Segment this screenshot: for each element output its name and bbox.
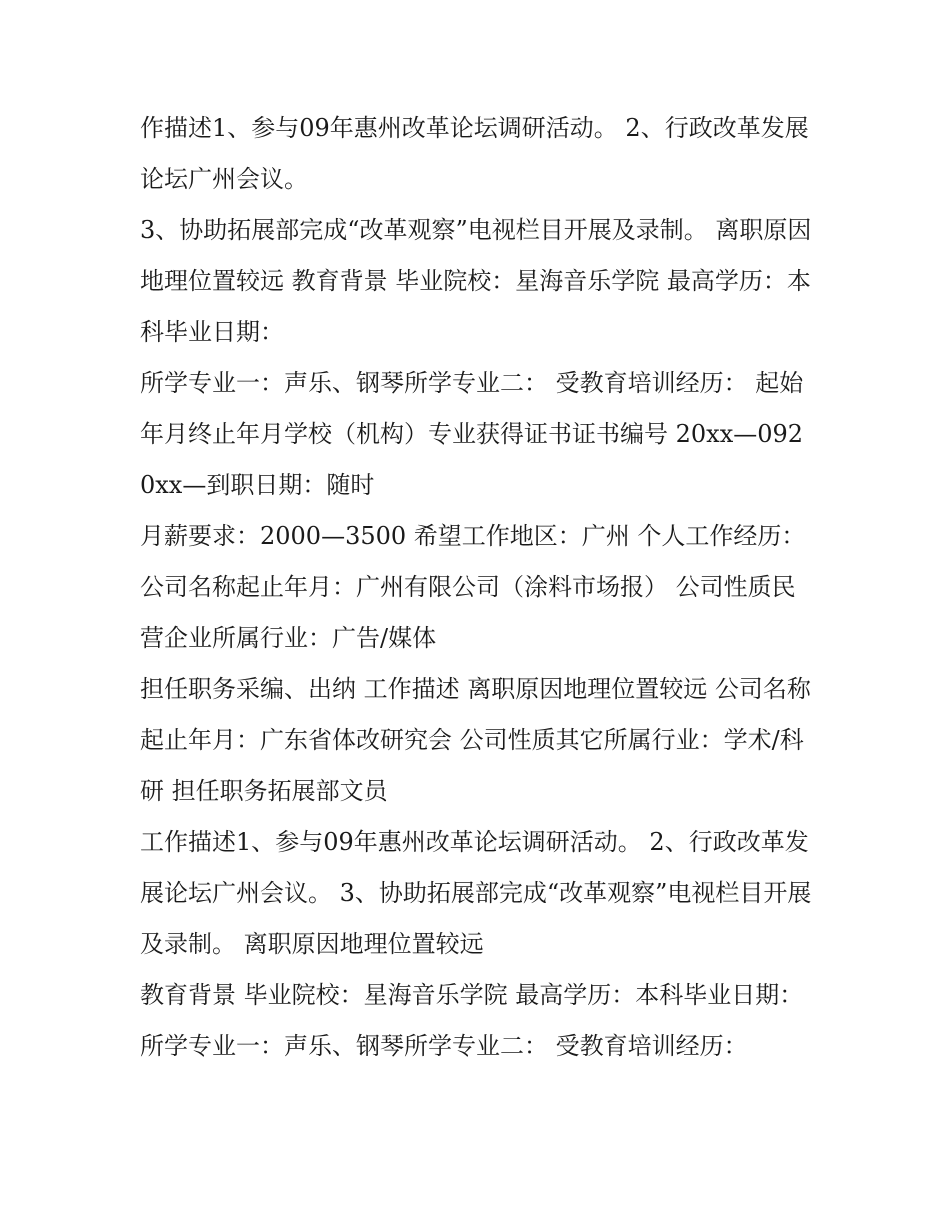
- document-body: [140, 103, 812, 1072]
- paragraph-salary-work-history: 月薪要求：2000—3500 希望工作地区：广州 个人工作经历：公司名称起止年月：广州有限公司（涂料市场报） 公司性质民营企业所属行业：广告/媒体: [140, 522, 806, 652]
- paragraph-work-description-2: 3、协助拓展部完成“改革观察”电视栏目开展及录制。 离职原因地理位置较远 教育背景 毕业院校：星海音乐学院 最高学历：本科毕业日期：: [140, 216, 812, 346]
- paragraph-work-description-3: 工作描述1、参与09年惠州改革论坛调研活动。 2、行政改革发展论坛广州会议。 3、协助拓展部完成“改革观察”电视栏目开展及录制。 离职原因地理位置较远: [140, 828, 812, 958]
- paragraph-education-major: 所学专业一：声乐、钢琴所学专业二： 受教育培训经历： 起始年月终止年月学校（机构）专业获得证书证书编号 20xx—0920xx—到职日期：随时: [140, 369, 804, 499]
- paragraph-education-background: 教育背景 毕业院校：星海音乐学院 最高学历：本科毕业日期： 所学专业一：声乐、钢琴所学专业二： 受教育培训经历：: [140, 981, 804, 1060]
- paragraph-work-description-1: 作描述1、参与09年惠州改革论坛调研活动。 2、行政改革发展论坛广州会议。: [140, 114, 809, 193]
- paragraph-position-company: 担任职务采编、出纳 工作描述 离职原因地理位置较远 公司名称起止年月：广东省体改研究会 公司性质其它所属行业：学术/科研 担任职务拓展部文员: [140, 675, 811, 805]
